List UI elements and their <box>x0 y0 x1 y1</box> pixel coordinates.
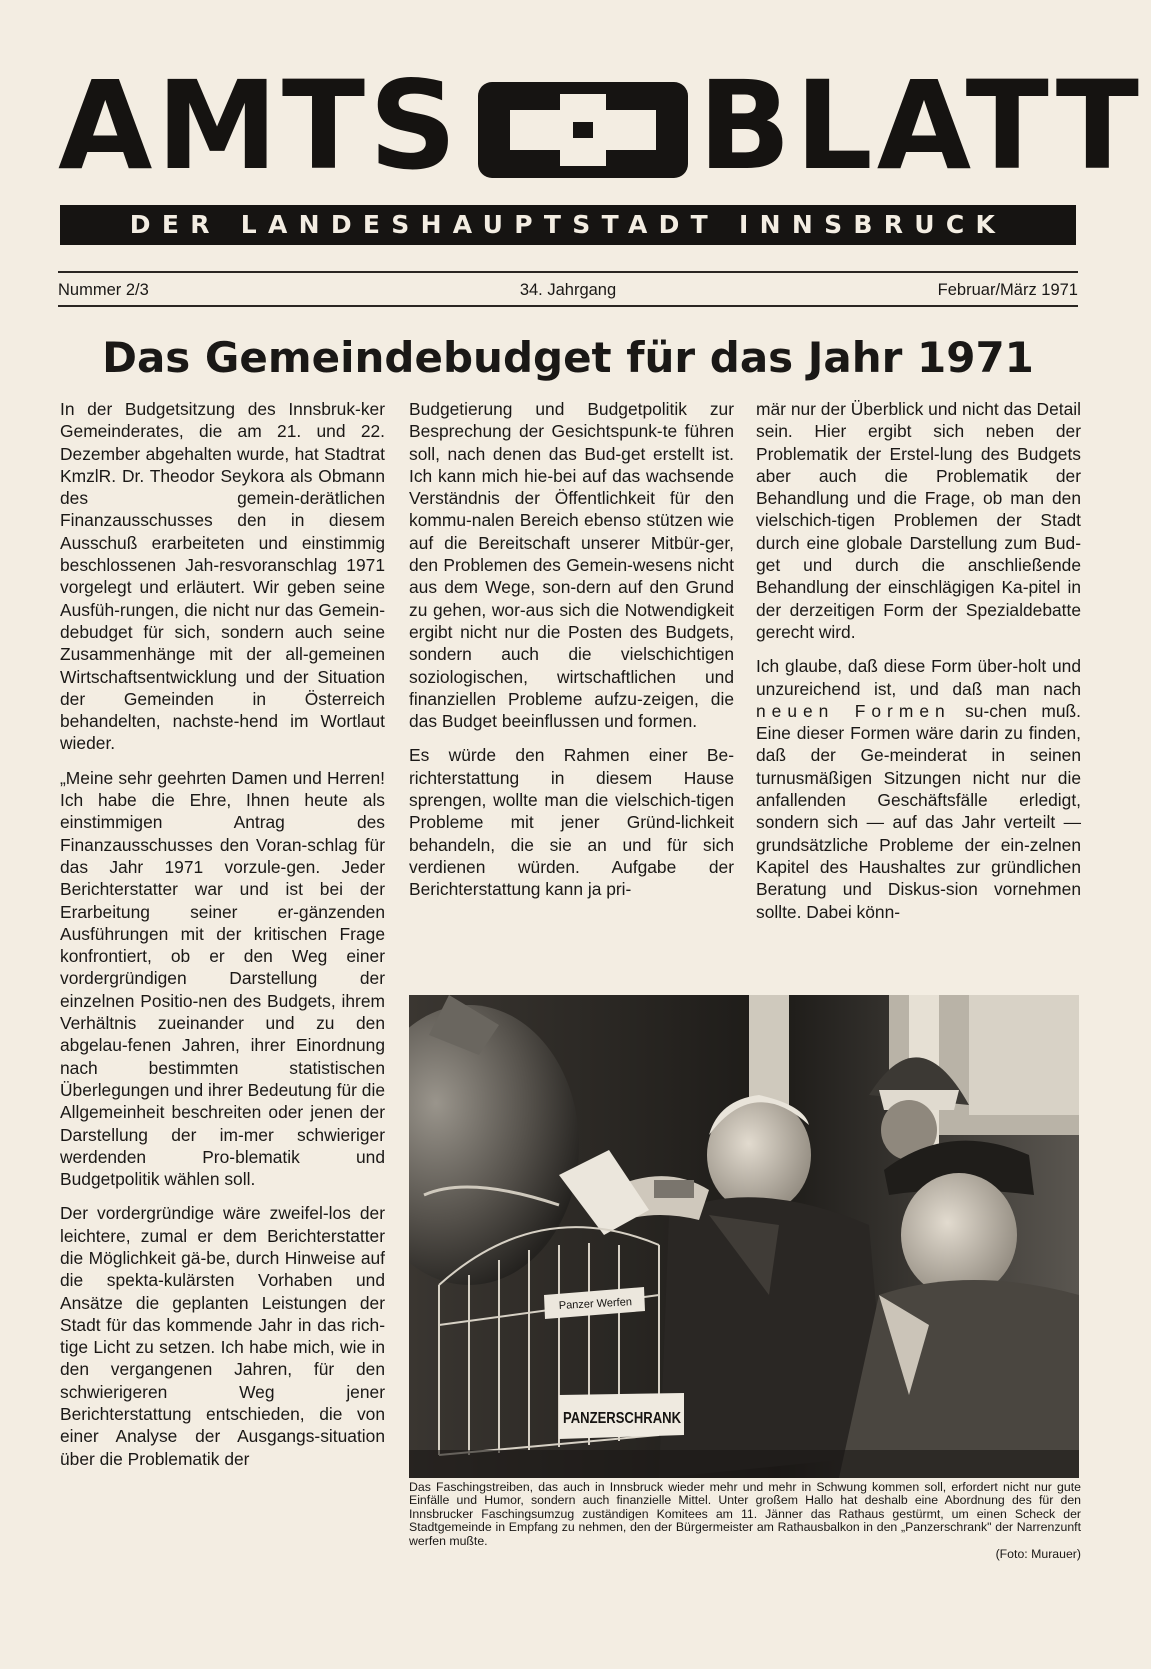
issue-number: Nummer 2/3 <box>58 281 149 299</box>
news-photo <box>409 995 1079 1478</box>
caption-text: Das Faschingstreiben, das auch in Innsbruck wieder mehr und mehr in Schwung kommen soll, erfordert nicht nur gute Einfälle und Humor, sondern auch finanzielle Mittel. Unter großem Hallo hat deshalb eine Abordnung des für den Innsbrucker Faschingsumzug zuständigen Komitees am 11. Jänner das Rathaus gestürmt, um einen Scheck der Stadtgemeinde in Empfang zu nehmen, den der Bürgermeister am Rathausbalkon in den „Panzerschrank" der Narrenzunft werfen mußte. <box>409 1480 1081 1548</box>
article-paragraph <box>756 655 1081 923</box>
issue-date: Februar/März 1971 <box>937 281 1078 299</box>
article-paragraph: „Meine sehr geehrten Damen und Herren! Ich habe die Ehre, Ihnen heute als einstimmigen Antrag des Finanzausschusses den Voran-schlag für das Jahr 1971 vorzule-gen. Jeder Berichterstatter war und ist bei der Erarbeitung seiner er-gänzenden Ausführungen mit der kritischen Frage konfrontiert, ob er den Weg einer vordergründigen Darstellung der einzelnen Positio-nen des Budgets, ihrem Verhältnis zueinander und zu den abgelau-fenen Jahren, ihrer Einordnung nach bestimmten statistischen Überlegungen und ihrer Bedeutung für die Allgemeinheit beschreiten oder jenen der Darstellung der im-mer schwieriger werdenden Pro-blematik und Budgetpolitik wählen soll. <box>60 767 385 1190</box>
article-paragraph: Es würde den Rahmen einer Be-richterstattung in diesem Hause sprengen, wollte man die vielschich-tigen Probleme mit jener Gründ-lichkeit behandeln, die sie an und für sich verdienen würden. Aufgabe der Berichterstattung kann ja pri- <box>409 745 734 900</box>
paragraph-text-after: su-chen muß. Eine dieser Formen wäre darin zu finden, daß der Ge-meinderat in seinen turnusmäßigen Sitzungen nicht nur die anfallenden Geschäftsfälle erledigt, sondern sich — auf das Jahr verteilt — grundsätzliche Probleme der ein-zelnen Kapitel des Haushaltes zur gründlichen Beratung und Diskus-sion vornehmen sollte. Dabei könn- <box>756 700 1081 922</box>
photo-sign-text: PANZERSCHRANK <box>563 1410 682 1427</box>
article-paragraph: In der Budgetsitzung des Innsbruk-ker Gemeinderates, die am 21. und 22. Dezember abgehalten wurde, hat Stadtrat KmzlR. Dr. Theodor Seykora als Obmann des gemein-derätlichen Finanzausschusses den in diesem Ausschuß erarbeiteten und einstimmig beschlossenen Jah-resvoranschlag 1971 vorgelegt und erläutert. Wir geben seine Ausfüh-rungen, die nicht nur das Gemein-debudget für sich, sondern auch seine Zusammenhänge mit der all-gemeinen Wirtschaftsentwicklung und der Situation der Gemeinden in Österreich behandelten, nachste-hend im Wortlaut wieder. <box>60 399 385 754</box>
article-paragraph: Budgetierung und Budgetpolitik zur Besprechung der Gesichtspunk-te führen soll, nach denen das Bud-get erstellt ist. Ich kann mich hie-bei auf das wachsende Verständnis der Öffentlichkeit für den kommu-nalen Bereich ebenso stützen wie auf die Bereitschaft unserer Mitbür-ger, den Problemen des Gemein-wesens nicht aus dem Wege, son-dern auf den Grund zu gehen, wor-aus sich die Notwendigkeit ergibt nicht nur die Posten des Budgets, sondern auch die vielschichtigen soziologischen, wirtschaftlichen und finanziellen Probleme aufzu-zeigen, die das Budget beeinflussen und formen. <box>409 399 734 732</box>
masthead-title-left: AMTS <box>58 55 461 197</box>
emphasized-text: neuen Formen <box>756 700 951 721</box>
article-paragraph: Der vordergründige wäre zweifel-los der leichtere, zumal er dem Berichterstatter die Möglichkeit gä-be, durch Hinweise auf die spekta-kulärsten Vorhaben und Ansätze die geplanten Leistungen der Stadt für das kommende Jahr in das rich-tige Licht zu setzen. Ich habe mich, wie in den vergangenen Jahren, für den schwierigeren Weg jener Berichterstattung entschieden, die von einer Analyse der Ausgangs-situation über die Problematik der <box>60 1203 385 1469</box>
photo-tag-text: Panzer Werfen <box>558 1296 633 1312</box>
masthead-subtitle: DER LANDESHAUPTSTADT INNSBRUCK <box>60 205 1076 245</box>
photo-credit: (Foto: Murauer) <box>995 1547 1081 1562</box>
issue-volume: 34. Jahrgang <box>519 281 617 299</box>
photo-illustration <box>409 995 1079 1478</box>
paragraph-text-before: Ich glaube, daß diese Form über-holt und unzureichend ist, und daß man nach <box>756 656 1081 699</box>
city-coat-of-arms-icon <box>478 82 688 178</box>
top-rule <box>58 271 1078 273</box>
issue-line <box>58 278 1078 302</box>
headline: Das Gemeindebudget für das Jahr 1971 <box>102 333 1034 382</box>
article-column-3 <box>756 398 1081 935</box>
masthead-title-right: BLATT <box>698 55 1143 197</box>
article-column-2 <box>409 398 734 913</box>
photo-caption <box>409 1481 1081 1561</box>
masthead <box>58 55 1143 197</box>
article-paragraph: mär nur der Überblick und nicht das Detail sein. Hier ergibt sich neben der Problematik der Erstel-lung des Budgets aber auch die Problematik der Behandlung und die Frage, ob man den vielschich-tigen Problemen der Stadt durch eine globale Darstellung zum Bud-get und durch die anschließende Behandlung der einschlägigen Ka-pitel in der derzeitigen Form der Spezialdebatte gerecht wird. <box>756 399 1081 642</box>
article-column-1 <box>60 398 385 1482</box>
bottom-rule <box>58 305 1078 307</box>
